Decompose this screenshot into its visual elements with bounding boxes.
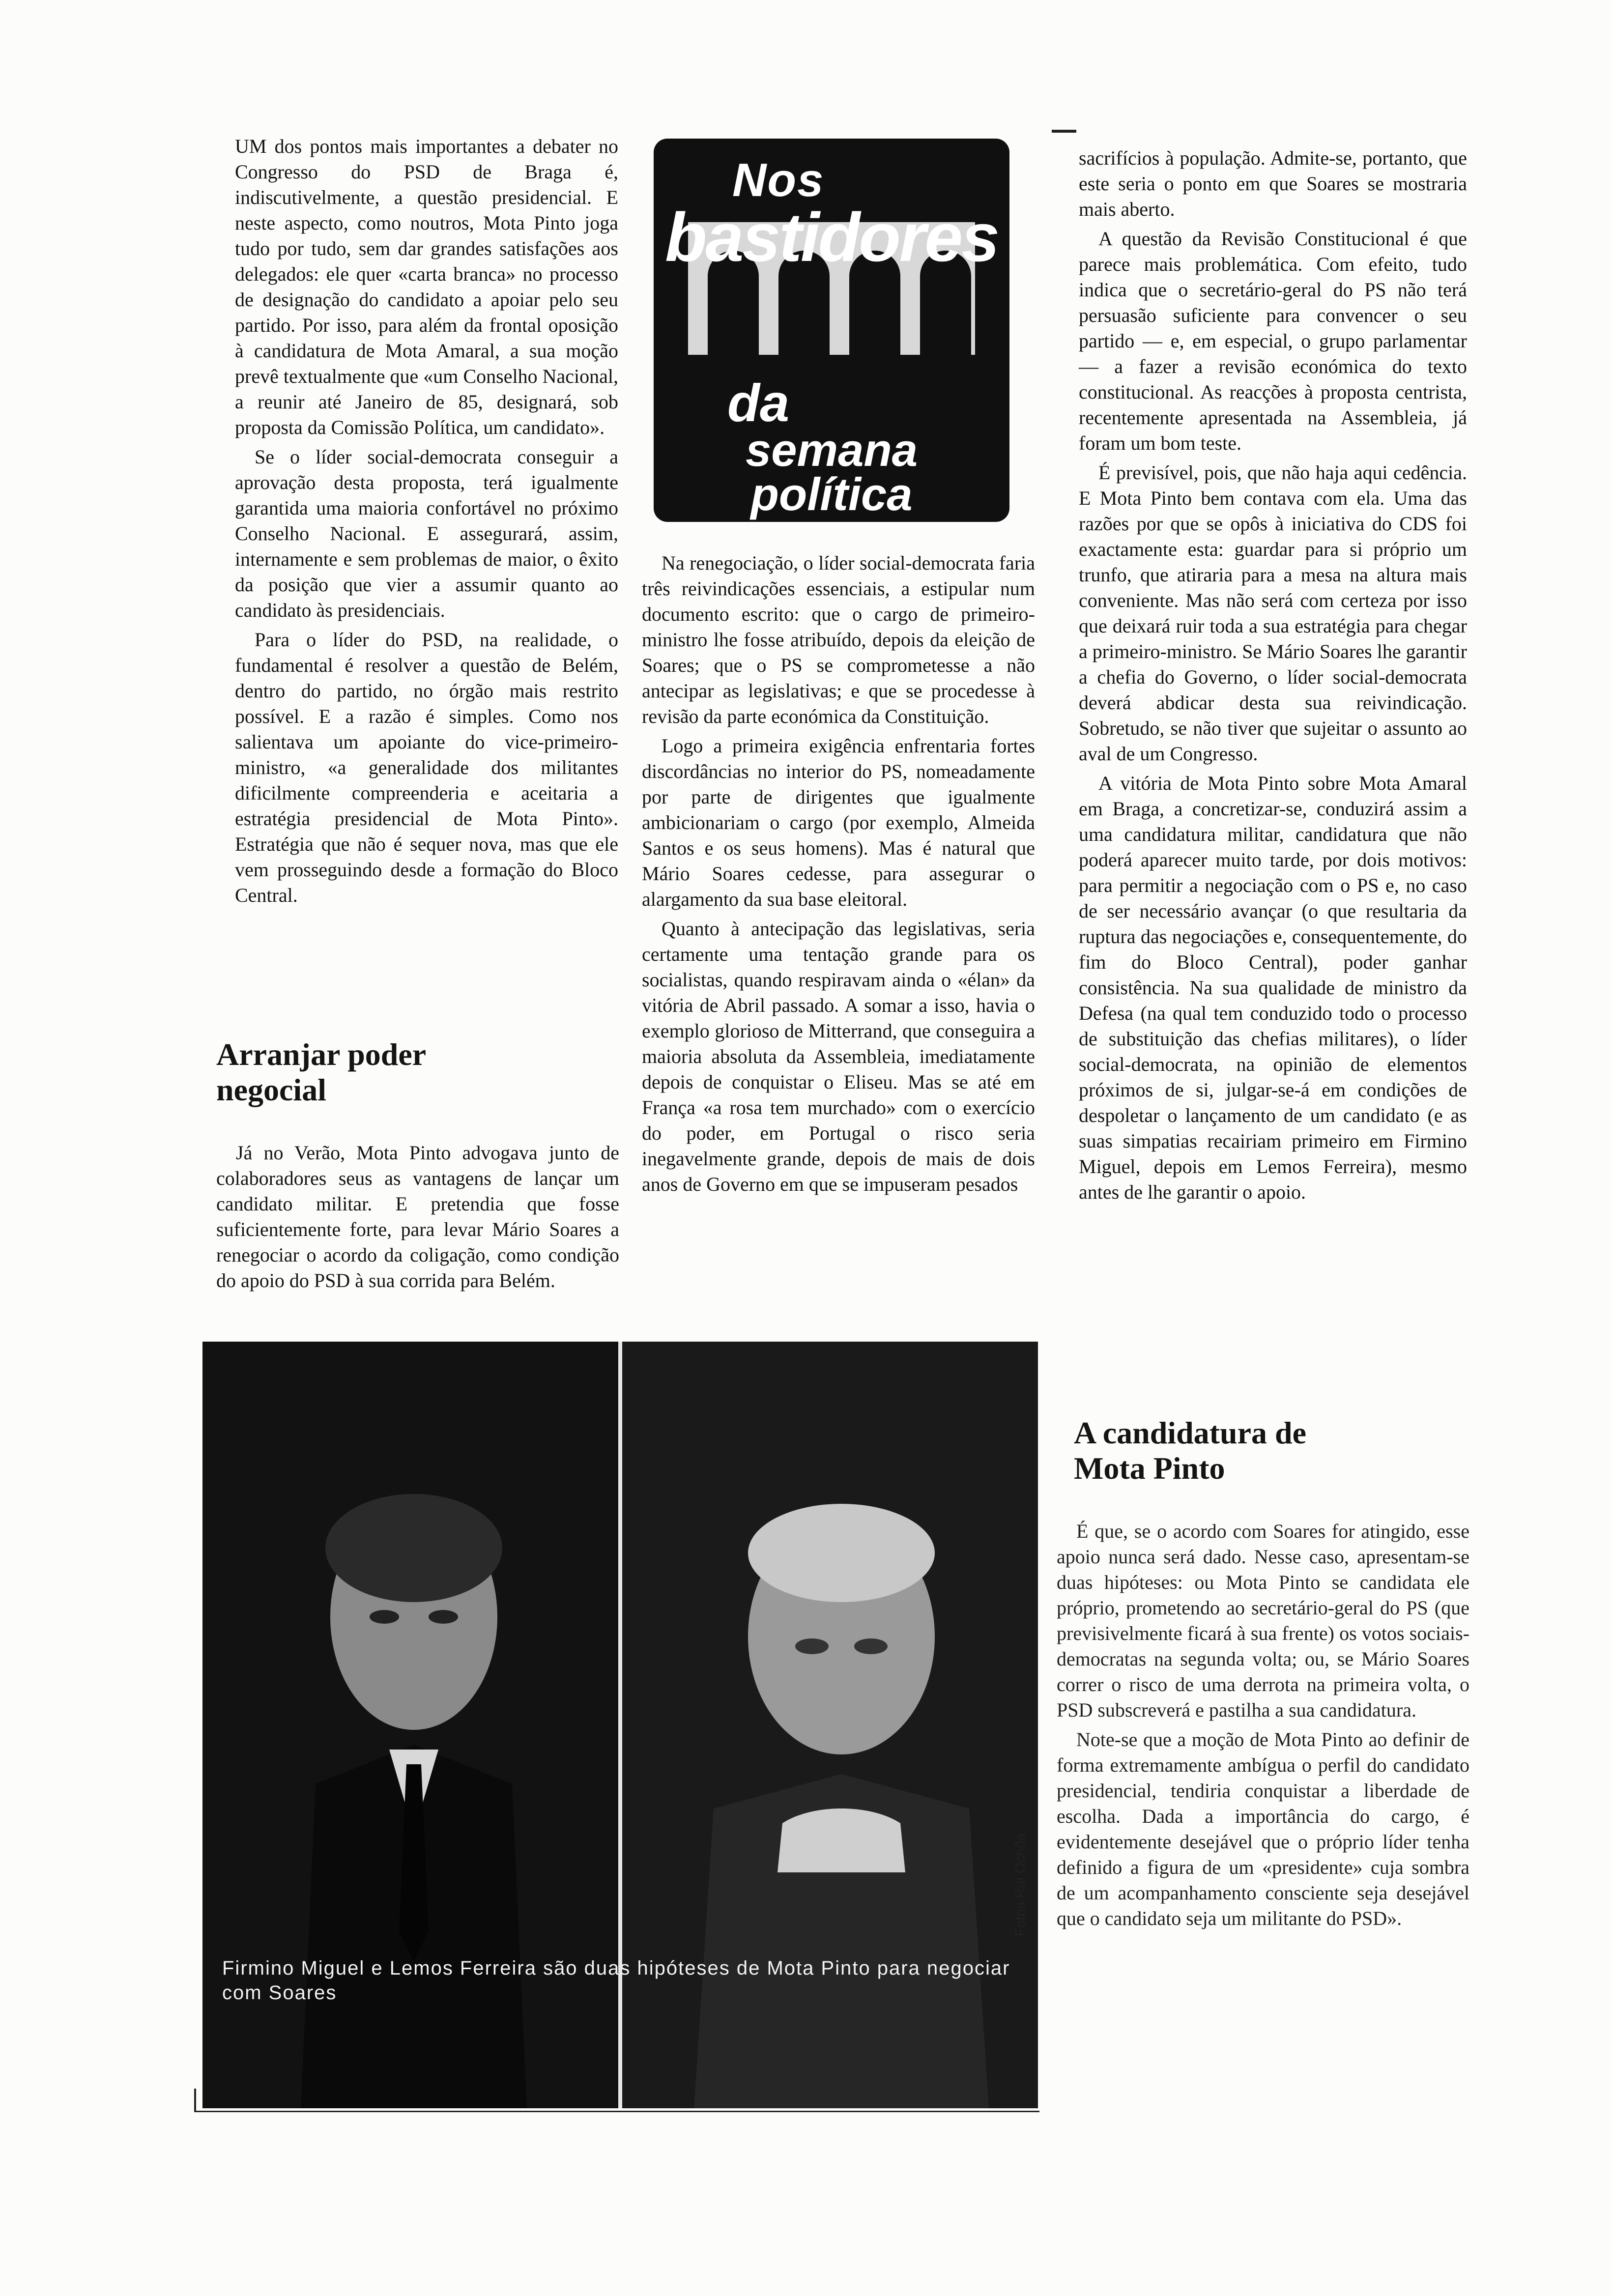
photo-caption: Firmino Miguel e Lemos Ferreira são duas hipóteses de Mota Pinto para negociar com Soares: [222, 1957, 1010, 2004]
paragraph: UM dos pontos mais importantes a debater no Congresso do PSD de Braga é, indiscutivelmente, a questão presidencial. E neste aspecto, como noutros, Mota Pinto joga tudo por tudo, sem dar grandes satisfações aos delegados: ele quer «carta branca» no processo de designação do candidato a apoiar pelo seu partido. Por isso, para além da frontal oposição à candidatura de Mota Amaral, a sua moção prevê textualmente que «um Conselho Nacional, a reunir até Janeiro de 85, designará, sob proposta da Comissão Política, um candidato».: [235, 135, 618, 438]
paragraph: É previsível, pois, que não haja aqui cedência. E Mota Pinto bem contava com ela. Uma das razões por que se opôs à iniciativa do CDS foi exactamente esta: guardar para si próprio um trunfo, que atiraria para a mesa na altura mais conveniente. Mas não será com certeza por isso que deixará ruir toda a sua estratégia para chegar a primeiro-ministro. Se Mário Soares lhe garantir a chefia do Governo, o líder social-democrata deverá abdicar desta sua reivindicação. Sobretudo, se não tiver que sujeitar o assunto ao aval de um Congresso.: [1079, 461, 1467, 765]
article-column-2: [642, 550, 1035, 1201]
divider: [194, 2089, 196, 2112]
divider: [194, 2111, 1039, 2112]
logo-word-nos: Nos: [732, 154, 825, 206]
photo-two-men: [202, 1342, 1038, 2108]
paragraph: Para o líder do PSD, na realidade, o fundamental é resolver a questão de Belém, dentro do partido, no órgão mais restrito possível. E a razão é simples. Como nos salientava um apoiante do vice-primeiro-ministro, «a generalidade dos militantes dificilmente compreenderia e aceitaria a estratégia presidencial de Mota Pinto». Estratégia que não é sequer nova, mas que ele vem prosseguindo desde a formação do Bloco Central.: [235, 629, 618, 906]
paragraph: Quanto à antecipação das legislativas, seria certamente uma tentação grande para os socialistas, quando respiravam ainda o «élan» da vitória de Abril passado. A somar a isso, havia o exemplo glorioso de Mitterrand, que conseguira a maioria absoluta da Assembleia, imediatamente depois de conquistar o Eliseu. Mas se até em França «a rosa tem murchado» com o exercício do poder, em Portugal o risco seria inegavelmente grande, depois de mais de dois anos de Governo em que se impuseram pesados: [642, 918, 1035, 1195]
section-logo: [654, 139, 1009, 522]
article-column-3-continued: [1057, 1519, 1469, 1935]
paragraph: Se o líder social-democrata conseguir a aprovação desta proposta, terá igualmente garantida uma maioria confortável no próximo Conselho Nacional. E assegurará, assim, internamente e sem problemas de maior, o êxito da posição que vier a assumir quanto ao candidato às presidenciais.: [235, 446, 618, 621]
subheading-arranjar-poder-negocial: Arranjar poder negocial: [216, 1037, 426, 1107]
article-column-1-continued: [216, 1140, 619, 1297]
paragraph: Já no Verão, Mota Pinto advogava junto de colaboradores seus as vantagens de lançar um candidato militar. E pretendia que fosse suficientemente forte, para levar Mário Soares a renegociar o acordo da coligação, como condição do apoio do PSD à sua corrida para Belém.: [216, 1142, 619, 1292]
paragraph: Na renegociação, o líder social-democrata faria três reivindicações essenciais, a estipular num documento escrito: que o cargo de primeiro-ministro lhe fosse atribuído, depois da eleição de Soares; que o PS se comprometesse a não antecipar as legislativas; e que se procedesse à revisão da parte económica da Constituição.: [642, 552, 1035, 727]
article-column-3: [1079, 145, 1467, 1209]
subheading-candidatura-mota-pinto: A candidatura de Mota Pinto: [1074, 1415, 1306, 1486]
paragraph: sacrifícios à população. Admite-se, portanto, que este seria o ponto em que Soares se mostraria mais aberto.: [1079, 147, 1467, 220]
paragraph: Logo a primeira exigência enfrentaria fortes discordâncias no interior do PS, nomeadamente por parte de dirigentes que igualmente ambicionariam o cargo (por exemplo, Almeida Santos e os seus homens). Mas é natural que Mário Soares cedesse, para assegurar o alargamento da sua base eleitoral.: [642, 735, 1035, 910]
paragraph: A vitória de Mota Pinto sobre Mota Amaral em Braga, a concretizar-se, conduzirá assim a uma candidatura militar, candidatura que não poderá aparecer muito tarde, por dois motivos: para permitir a negociação com o PS e, no caso de ser necessário avançar (o que resultaria da ruptura das negociações e, consequentemente, do fim do Bloco Central), poder ganhar consistência. Na sua qualidade de ministro da Defesa (na qual tem conduzido todo o processo de substituição das chefias militares), o líder social-democrata, na opinião de elementos próximos de si, julgar-se-á em condições de despoletar o lançamento de um candidato (e as suas simpatias recairiam primeiro em Firmino Miguel, depois em Lemos Ferreira), mesmo antes de lhe garantir o apoio.: [1079, 772, 1467, 1203]
article-column-1: [235, 134, 618, 912]
paragraph: A questão da Revisão Constitucional é que parece mais problemática. Com efeito, tudo indica que o secretário-geral do PS não terá persuasão suficiente para convencer o seu partido — e, em especial, o grupo parlamentar — a fazer a revisão económica do texto constitucional. As reacções à proposta centrista, recentemente apresentada na Assembleia, já foram um bom teste.: [1079, 228, 1467, 454]
logo-word-bastidores: bastidores: [665, 199, 998, 276]
paragraph: Note-se que a moção de Mota Pinto ao definir de forma extremamente ambígua o perfil do candidato presidencial, tendiria conquistar a liberdade de escolha. Dada a importância do cargo, é evidentemente desejável que o próprio líder tenha definido a figura de um «presidente» cuja sombra de um acompanhamento consciente seja desejável que o candidato seja um militante do PSD».: [1057, 1728, 1469, 1929]
paragraph: É que, se o acordo com Soares for atingido, esse apoio nunca será dado. Nesse caso, apresentam-se duas hipóteses: ou Mota Pinto se candidata ele próprio, prometendo ao secretário-geral do PS (que previsivelmente ficará à sua frente) os votos sociais-democratas na segunda volta; ou, se Mário Soares correr o risco de uma derrota na primeira volta, o PSD subscreverá e pastilha a sua candidatura.: [1057, 1520, 1469, 1721]
divider: [1052, 130, 1076, 133]
logo-word-da: da: [727, 373, 790, 432]
photo-credit: Fotos Rui Ochôa: [1012, 1833, 1028, 1936]
logo-word-semana: semana: [745, 424, 918, 476]
logo-word-politica: política: [750, 468, 913, 520]
